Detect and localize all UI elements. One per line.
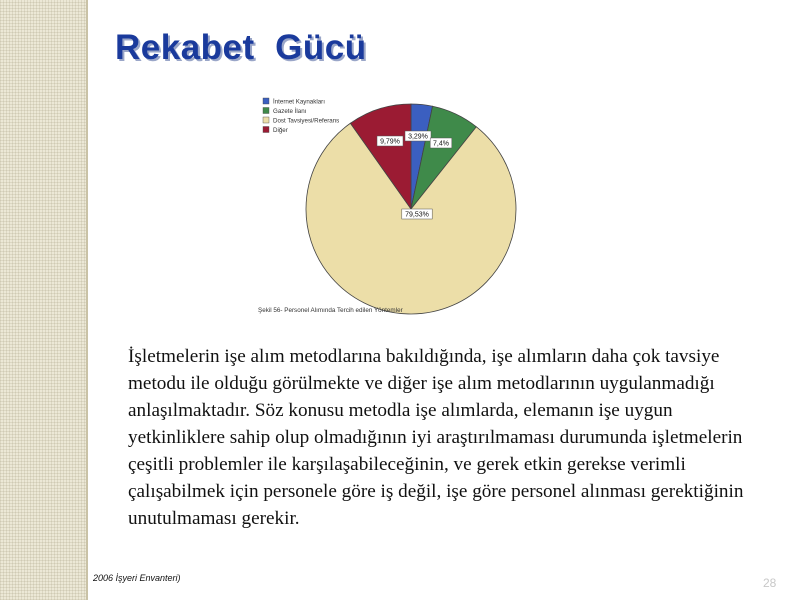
data-label-4: 9,79%: [380, 138, 400, 146]
data-label-2: 7,4%: [433, 140, 449, 148]
left-decorative-band: [0, 0, 86, 600]
legend-swatch-4: [263, 127, 269, 133]
slide-title: Rekabet Gücü: [115, 28, 367, 67]
source-note: 2006 İşyeri Envanteri): [93, 573, 181, 583]
legend-swatch-2: [263, 108, 269, 114]
legend-swatch-1: [263, 98, 269, 104]
data-label-3: 79,53%: [405, 211, 429, 219]
data-label-1: 3,29%: [408, 133, 428, 141]
legend-swatch-3: [263, 117, 269, 123]
pie-chart: [258, 96, 528, 321]
page-number: 28: [763, 576, 777, 590]
chart-caption: Şekil 56- Personel Alımında Tercih edilen Yöntemler: [258, 307, 403, 314]
body-paragraph: İşletmelerin işe alım metodlarına bakıldığında, işe alımların daha çok tavsiye metodu ile olduğu görülmekte ve diğer işe alım metodlarının uygulanmadığı anlaşılmaktadır. Söz konusu metodla işe alımlarda, elemanın işe uygun yetkinliklere sahip olup olmadığının iyi araştırılmaması durumunda işletmelerin çeşitli problemler ile karşılaşabileceğinin, ve gerek etkin gerekse verimli çalışabilmek için personele göre iş değil, işe göre personel alınması gerektiğinin unutulmaması gerekir.: [128, 346, 744, 529]
pie-chart-svg: [258, 96, 528, 321]
legend-label-3: Dost Tavsiyesi/Referans: [273, 117, 340, 125]
legend-label-4: Diğer: [273, 127, 288, 134]
legend-label-2: Gazete İlanı: [273, 108, 307, 115]
legend-label-1: İnternet Kaynakları: [273, 98, 325, 106]
left-divider-line: [86, 0, 88, 600]
